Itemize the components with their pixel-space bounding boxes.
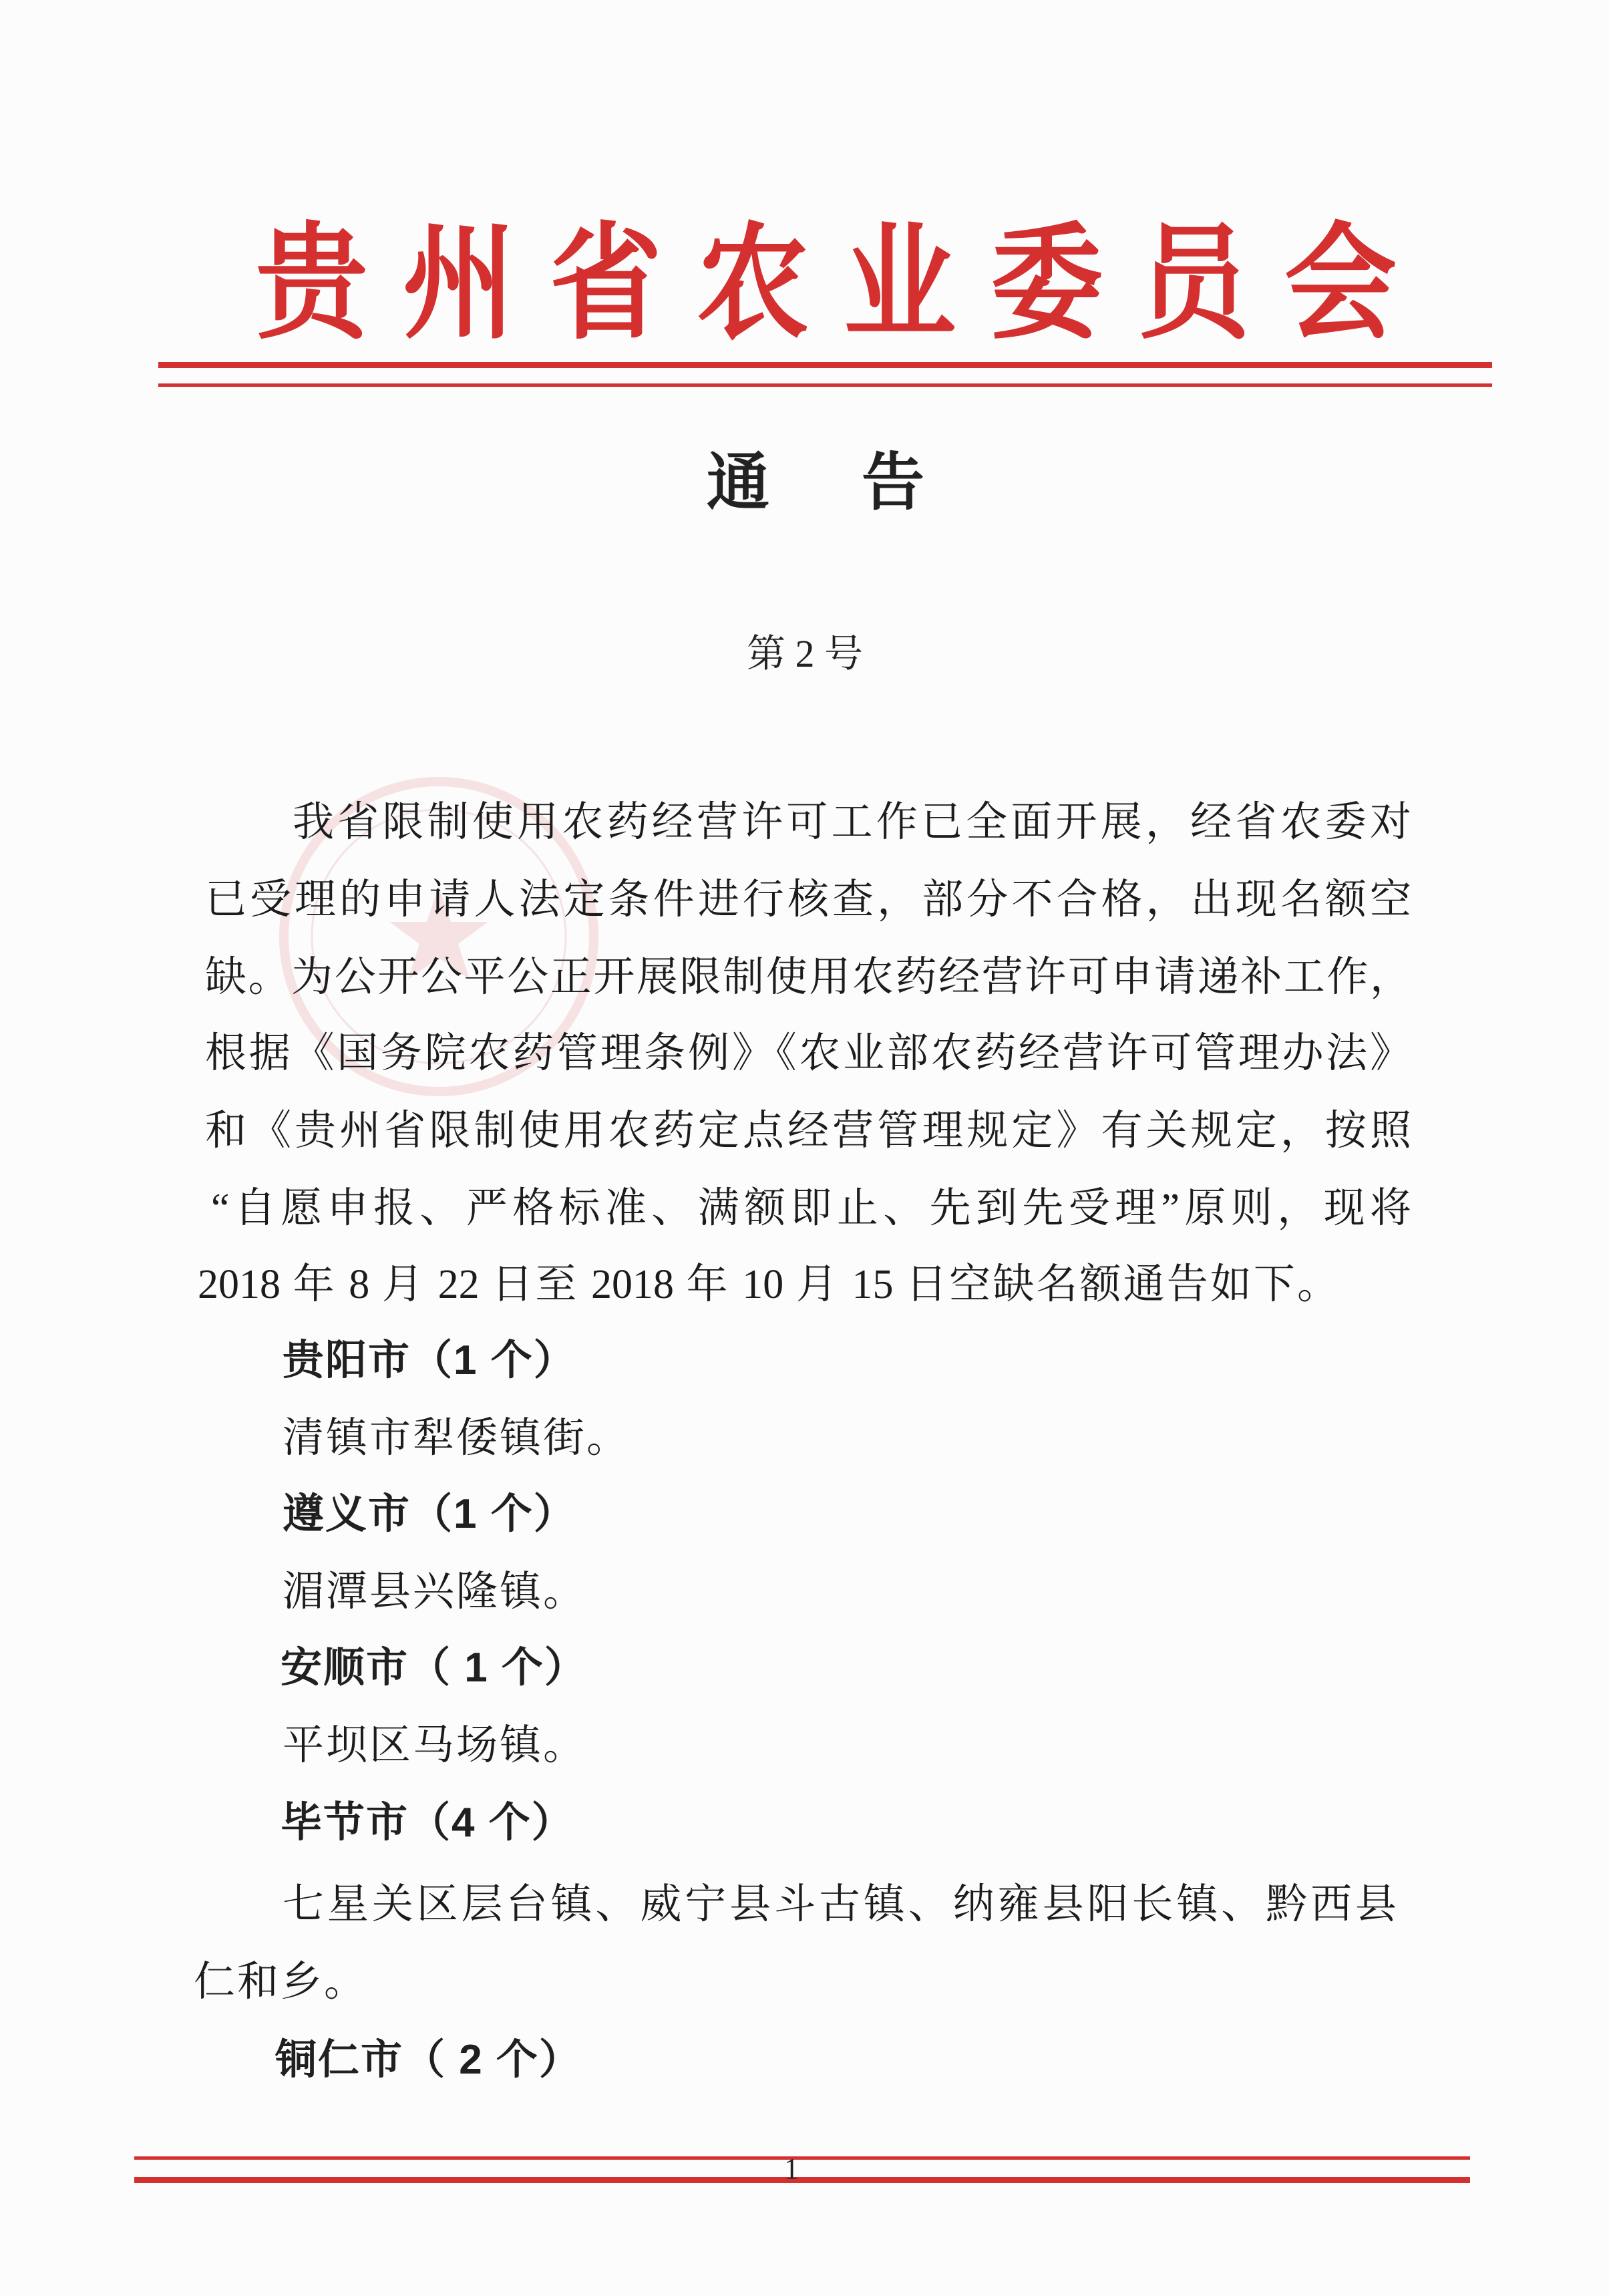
region-heading-tongren: 铜仁市（ 2 个） — [275, 2037, 582, 2083]
region-location: 湄潭县兴隆镇。 — [283, 1569, 587, 1615]
header-rule-thin — [158, 383, 1492, 387]
paragraph-line: 根据《国务院农药管理条例》《农业部农药经营许可管理办法》 — [205, 1031, 1411, 1076]
notice-number: 第 2 号 — [747, 632, 864, 675]
region-heading-anshun: 安顺市（ 1 个） — [281, 1645, 587, 1691]
region-location: 七星关区层台镇、威宁县斗古镇、纳雍县阳长镇、黔西县 — [283, 1882, 1397, 1927]
region-location: 清镇市犁倭镇街。 — [283, 1416, 631, 1461]
organization-title: 贵州省农业委员会 — [256, 208, 1397, 357]
paragraph-line: 和《贵州省限制使用农药定点经营管理规定》有关规定，按照 — [205, 1108, 1411, 1154]
footer-rule-bottom — [134, 2177, 1470, 2183]
notice-title: 通 告 — [707, 446, 924, 519]
paragraph-line: 缺。为公开公平公正开展限制使用农药经营许可申请递补工作， — [205, 955, 1411, 1000]
region-location: 平坝区马场镇。 — [283, 1723, 587, 1768]
paragraph-line: 已受理的申请人法定条件进行核查，部分不合格，出现名额空 — [205, 877, 1411, 923]
footer-rule-top — [134, 2156, 1470, 2160]
region-heading-bijie: 毕节市（4 个） — [281, 1800, 574, 1846]
region-heading-guiyang: 贵阳市（1 个） — [283, 1337, 576, 1383]
paragraph-line: 我省限制使用农药经营许可工作已全面开展，经省农委对 — [293, 800, 1411, 845]
paragraph-line: 2018 年 8 月 22 日至 2018 年 10 月 15 日空缺名额通告如下。 — [198, 1262, 1338, 1307]
region-location: 仁和乡。 — [194, 1959, 368, 2005]
page-number: 1 — [784, 2152, 799, 2185]
region-heading-zunyi: 遵义市（1 个） — [283, 1491, 576, 1537]
paragraph-line: “自愿申报、严格标准、满额即止、先到先受理”原则，现将 — [211, 1186, 1411, 1231]
header-rule-thick — [158, 362, 1492, 368]
